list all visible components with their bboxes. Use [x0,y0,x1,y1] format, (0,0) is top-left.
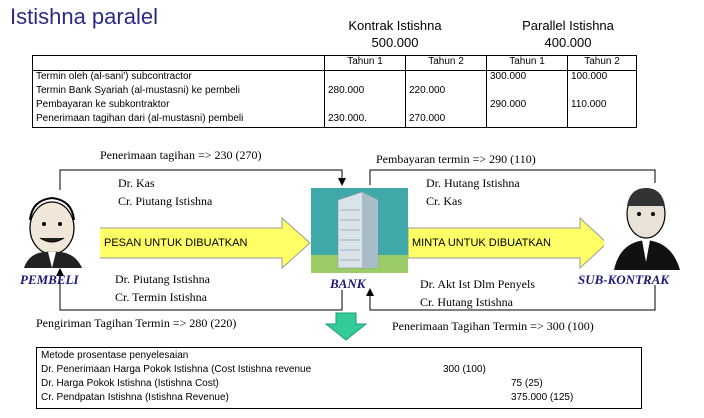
table-header-cell: Tahun 1 [487,56,568,71]
flow-label-top-left: Penerimaan tagihan => 230 (270) [100,148,262,162]
party-bank: BANK [330,276,366,291]
journal-right-top-cr: Cr. Kas [426,194,462,208]
bottom-method-box [36,347,642,409]
buyer-portrait-icon [14,196,100,268]
row-label: Penerimaan tagihan dari (al-mustasni) pembeli [36,113,244,124]
arrow-pesan-label: PESAN UNTUK DIBUATKAN [104,237,248,249]
kontrak-label: Kontrak Istishna [348,18,442,33]
journal-right-bottom-cr: Cr. Hutang Istishna [420,295,513,309]
cell: 270.000 [406,113,487,128]
method-row-value: 300 (100) [443,364,486,375]
cell: 110.000 [568,99,637,113]
page-title: Istishna paralel [10,4,158,29]
journal-left-top-dr: Dr. Kas [118,176,155,190]
flow-label-bottom-right: Penerimaan Tagihan Termin => 300 (100) [392,319,594,333]
method-heading: Metode prosentase penyelesaian [41,350,189,361]
flow-label-top-right: Pembayaran termin => 290 (110) [376,152,536,166]
journal-right-bottom-dr: Dr. Akt Ist Dlm Penyels [420,277,536,291]
kontrak-value: 500.000 [371,35,419,50]
table-header-cell: Tahun 2 [568,56,637,71]
arrow-minta-label: MINTA UNTUK DIBUATKAN [412,237,551,249]
flow-label-bottom-left: Pengiriman Tagihan Termin => 280 (220) [36,316,237,330]
method-row-label: Dr. Harga Pokok Istishna (Istishna Cost) [41,378,219,389]
cell: 220.000 [406,85,487,99]
row-label: Termin Bank Syariah (al-mustasni) ke pembeli [36,85,240,96]
method-row-value: 75 (25) [511,378,543,389]
flow-line-top-left [60,170,342,190]
method-row-label: Dr. Penerimaan Harga Pokok Istishna (Cost Istishna revenue [41,364,312,375]
journal-left-bottom-cr: Cr. Termin Istishna [115,290,207,304]
cell: 280.000 [325,85,406,99]
row-label: Termin oleh (al-sani') subcontractor [36,71,192,82]
parallel-value: 400.000 [544,35,592,50]
table-header-cell: Tahun 2 [406,56,487,71]
journal-left-bottom-dr: Dr. Piutang Istishna [115,272,210,286]
down-arrow-icon [326,313,366,340]
bank-building-side [362,192,378,268]
journal-left-top-cr: Cr. Piutang Istishna [118,194,213,208]
table-header-cell: Tahun 1 [325,56,406,71]
cell: 290.000 [487,99,568,113]
cell: 300.000 [487,71,568,86]
party-sub-kontrak: SUB-KONTRAK [578,272,670,287]
cell: 100.000 [568,71,637,86]
method-row-value: 375.000 (125) [511,392,574,403]
sub-portrait-icon [604,183,690,271]
party-pembeli: PEMBELI [20,272,79,287]
arrowhead-top-left [338,178,346,186]
method-row-label: Cr. Pendpatan Istishna (Istishna Revenue) [41,392,229,403]
cell: 230.000. [325,113,406,128]
journal-right-top-dr: Dr. Hutang Istishna [426,176,520,190]
parallel-label: Parallel Istishna [522,18,614,33]
arrowhead-bottom-right [366,288,374,296]
row-label: Pembayaran ke subkontraktor [36,99,170,110]
